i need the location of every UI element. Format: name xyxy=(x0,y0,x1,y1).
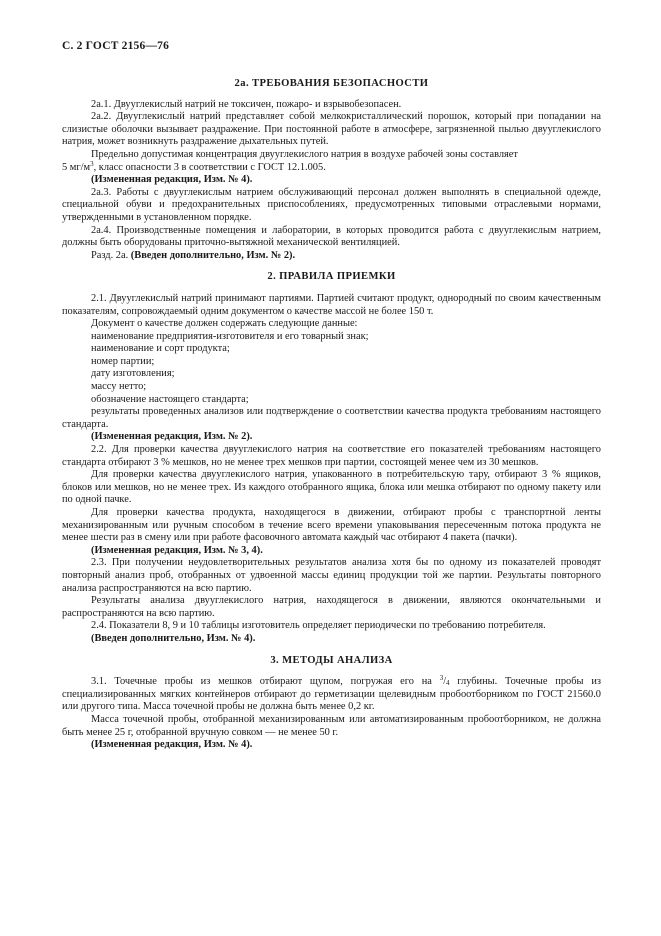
paragraph-3-1 xyxy=(62,676,601,714)
paragraph-2-3: 2.3. При получении неудовлетворительных результатов анализа хотя бы по одному из показателей проводят повторный анализ проб, отобранных от удвоенной массы единиц продукции той же партии. Результаты повторного анализа распространяются на всю партию. xyxy=(62,557,601,594)
section-2a-note-prefix: Разд. 2а. xyxy=(91,249,131,261)
section-2a-title: 2а. ТРЕБОВАНИЯ БЕЗОПАСНОСТИ xyxy=(234,78,429,89)
section-3-title: 3. МЕТОДЫ АНАЛИЗА xyxy=(270,654,393,666)
paragraph-2-2-moving: Для проверки качества продукта, находящегося в движении, отбирают пробы с транспортной ленты механизированным или ручным способом в течение всего времени упаковывания пересеченным потока продукта не менее шести раз в смену или при работе фасовочного автомата каждый час отбирают 4 пакета (пачки). xyxy=(62,507,601,544)
fraction-three-quarters: $^3/_4$ xyxy=(439,674,450,688)
list-item: наименование и сорт продукта; xyxy=(91,343,230,355)
paragraph-2a-4: 2а.4. Производственные помещения и лаборатории, в которых проводится работа с двууглекислым натрием, должны быть оборудованы приточно-вытяжной механической вентиляцией. xyxy=(62,224,601,249)
edit-note-2-1: (Измененная редакция, Изм. № 2). xyxy=(91,431,253,443)
running-head: С. 2 ГОСТ 2156—76 xyxy=(62,40,170,52)
paragraph-2-1-document: Документ о качестве должен содержать следующие данные: xyxy=(91,318,358,330)
paragraph-2-4: 2.4. Показатели 8, 9 и 10 таблицы изготовитель определяет периодически по требованию потребителя. xyxy=(91,620,546,632)
paragraph-2-2-packaged: Для проверки качества двууглекислого натрия, упакованного в потребительскую тару, отбирают 3 % ящиков, блоков или мешков, но не менее трех. Из каждого отобранного ящика, блока или мешка отбирают по одному пакету или по одной пачке. xyxy=(62,469,601,506)
paragraph-3-1-mass: Масса точечной пробы, отобранной механизированным или автоматизированным пробоотборником, не должна быть менее 25 г, отобранной вручную совком — не менее 50 г. xyxy=(62,713,601,738)
list-item: массу нетто; xyxy=(91,381,147,393)
edit-note-2-2: (Измененная редакция, Изм. № 3, 4). xyxy=(91,544,263,556)
list-item-results: результаты проведенных анализов или подтверждение о соответствии качества продукта требованиям настоящего стандарта. xyxy=(62,406,601,430)
list-item: дату изготовления; xyxy=(91,368,175,380)
paragraph-2a-2: 2а.2. Двууглекислый натрий представляет собой мелкокристаллический порошок, который при попадании на слизистые оболочки вызывает раздражение. При постоянной работе в атмосфере, загрязненной пылью двууглекислого натрия, может возникнуть раздражение дыхательных путей. xyxy=(62,111,601,148)
paragraph-3-1-start: 3.1. Точечные пробы из мешков отбирают щупом, погружая его на xyxy=(91,676,440,688)
fraction-numerator: 3 xyxy=(439,674,444,683)
limit-value-class: , класс опасности 3 в соответствии с ГОСТ 12.1.005. xyxy=(93,161,326,173)
paragraph-2a-2-limit: Предельно допустимая концентрация двууглекислого натрия в воздухе рабочей зоны составляет xyxy=(91,148,518,160)
paragraph-2a-3: 2а.3. Работы с двууглекислым натрием обслуживающий персонал должен выполнять в специальной одежде, специальной обуви и предохранительных приспособлениях, предусмотренных типовыми отраслевыми нормами, утвержденными в установленном порядке. xyxy=(62,186,601,223)
paragraph-2-3-moving: Результаты анализа двууглекислого натрия, находящегося в движении, являются окончательными и распространяются на всю партию. xyxy=(62,595,601,619)
paragraph-2a-2-limit-value xyxy=(62,159,601,175)
paragraph-2-2: 2.2. Для проверки качества двууглекислого натрия на соответствие его показателей требованиям настоящего стандарта отбирают 3 % мешков, но не менее трех мешков при партии, состоящей менее чем из 30 мешков. xyxy=(62,444,601,468)
list-item: наименование предприятия-изготовителя и его товарный знак; xyxy=(91,330,369,342)
unit-exponent: 3 xyxy=(90,159,94,168)
section-2a-note xyxy=(62,250,601,263)
section-2a-note-bold: (Введен дополнительно, Изм. № 2). xyxy=(130,249,296,261)
paragraph-2a-1: 2а.1. Двууглекислый натрий не токсичен, пожаро- и взрывобезопасен. xyxy=(91,98,402,110)
edit-note-2a-2: (Измененная редакция, Изм. № 4). xyxy=(91,174,253,186)
page-content xyxy=(62,78,601,752)
edit-note-3-1: (Измененная редакция, Изм. № 4). xyxy=(91,739,253,751)
edit-note-2-4: (Введен дополнительно, Изм. № 4). xyxy=(91,632,256,644)
paragraph-3-1-rest: глубины. Точечные пробы из специализированных мягких контейнеров отбирают до герметизации щелевидным пробоотборником по ГОСТ 21560.0 или другого типа. Масса точечной пробы не должна быть менее 0,2 кг. xyxy=(62,676,601,713)
list-item: номер партии; xyxy=(91,355,155,367)
fraction-denominator: 4 xyxy=(446,679,450,688)
section-2-title: 2. ПРАВИЛА ПРИЕМКИ xyxy=(267,271,396,283)
limit-value-unit: 5 мг/м xyxy=(62,161,91,173)
paragraph-2-1: 2.1. Двууглекислый натрий принимают партиями. Партией считают продукт, однородный по своим качественным показателям, сопровождаемый одним документом о качестве массой не более 150 т. xyxy=(62,292,601,317)
list-item: обозначение настоящего стандарта; xyxy=(91,393,249,405)
